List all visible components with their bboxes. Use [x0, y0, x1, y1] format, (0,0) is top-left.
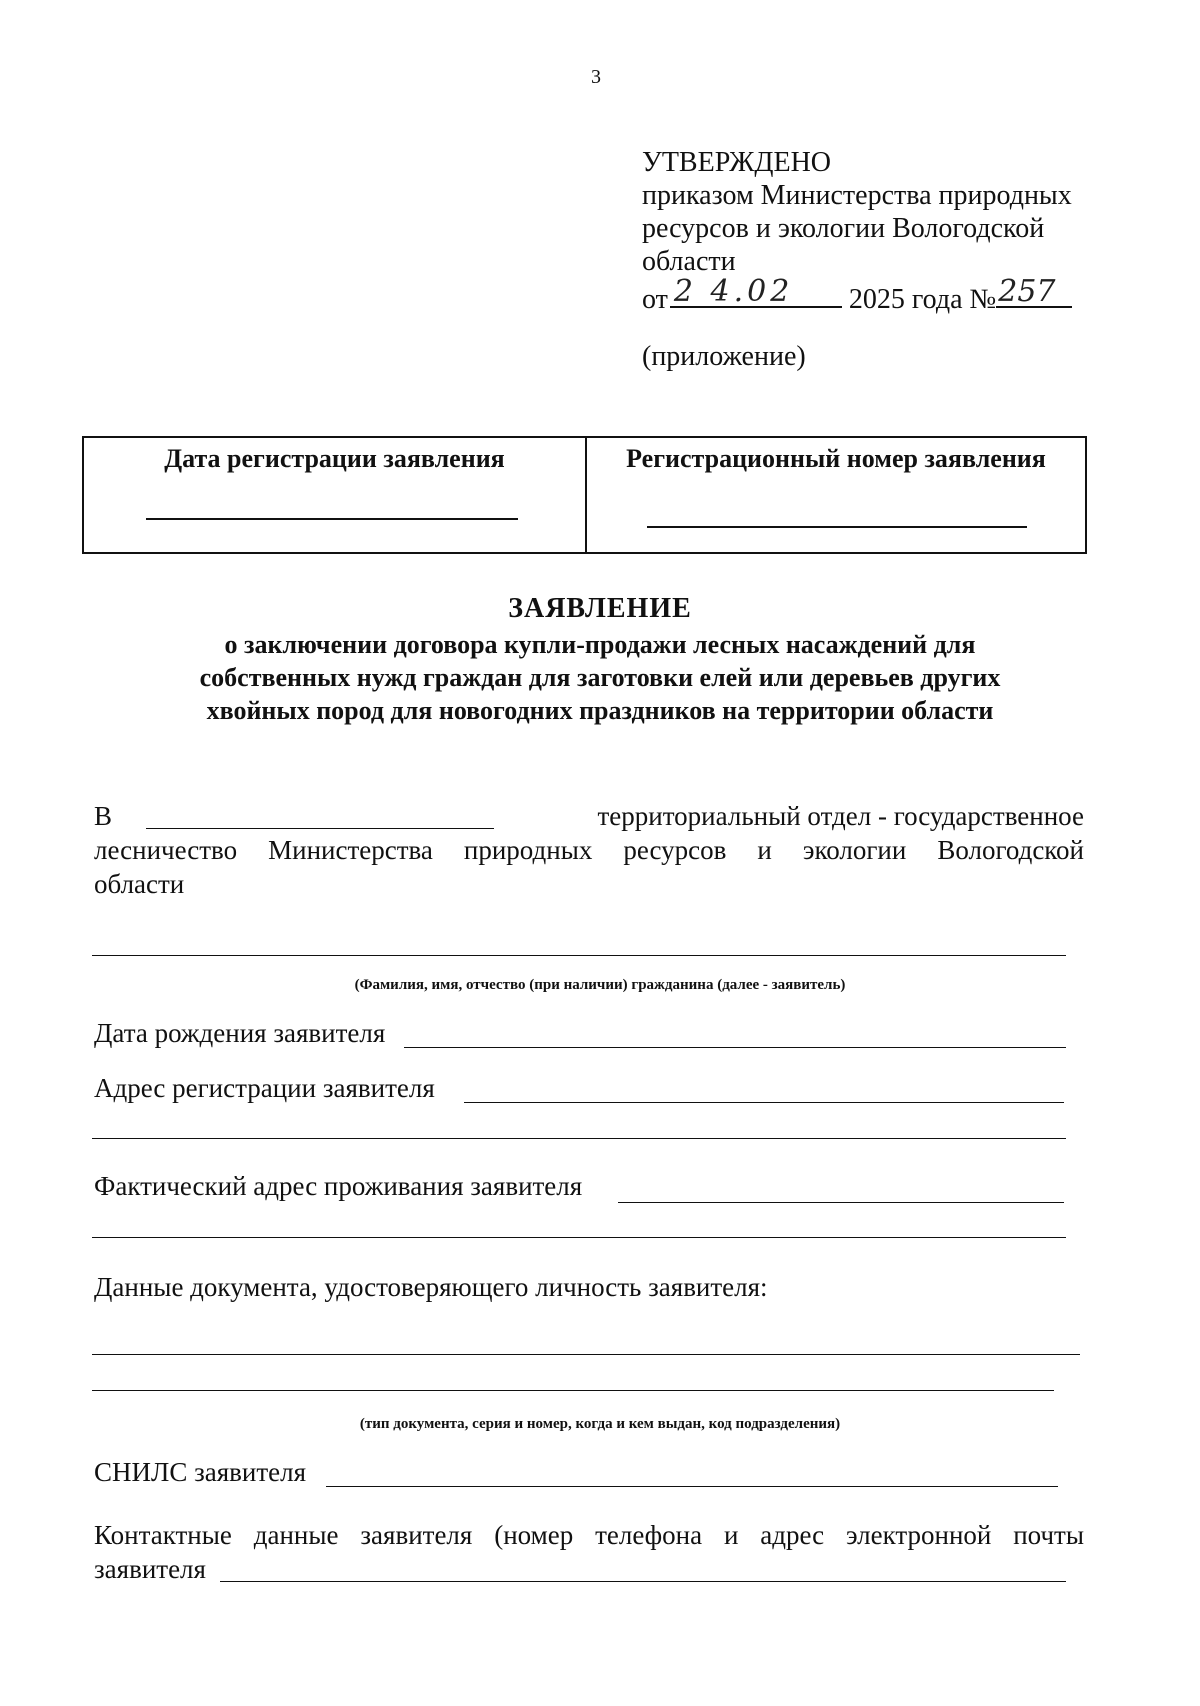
page-number: 3 [591, 66, 601, 88]
appendix-label: (приложение) [642, 341, 806, 372]
birth-date-field[interactable] [404, 1047, 1066, 1048]
addressee-prefix: В [94, 801, 113, 831]
registration-number-cell [587, 438, 1085, 552]
approval-line-3: области [642, 246, 736, 277]
applicant-name-field[interactable] [92, 955, 1066, 956]
contacts-line-2: заявителя [94, 1554, 206, 1584]
subtitle-line-3: хвойных пород для новогодних праздников на территории области [206, 696, 994, 725]
registration-date-field[interactable] [146, 518, 518, 520]
registration-date-header: Дата регистрации заявления [164, 444, 505, 473]
approval-year: 2025 года № [848, 284, 997, 315]
id-document-caption: (тип документа, серия и номер, когда и кем выдан, код подразделения) [359, 1416, 841, 1432]
registration-table [82, 436, 1087, 554]
approval-heading: УТВЕРЖДЕНО [642, 147, 832, 178]
actual-address-field[interactable] [618, 1202, 1064, 1203]
contacts-paragraph [94, 1518, 1084, 1586]
approval-line-1: приказом Министерства природных [642, 180, 1072, 211]
forestry-name-field[interactable] [146, 828, 494, 829]
document-subtitle [0, 628, 1200, 727]
subtitle-line-2: собственных нужд граждан для заготовки елей или деревьев других [199, 663, 1001, 692]
registration-address-field[interactable] [464, 1102, 1064, 1103]
applicant-name-caption: (Фамилия, имя, отчество (при наличии) гражданина (далее - заявитель) [354, 977, 846, 993]
registration-number-header: Регистрационный номер заявления [626, 444, 1046, 473]
addressee-line-2: лесничество Министерства природных ресурсов и экологии Вологодской [94, 835, 1084, 865]
registration-address-label: Адрес регистрации заявителя [94, 1073, 435, 1103]
handwritten-date-field [670, 274, 842, 309]
id-document-field[interactable] [92, 1354, 1080, 1355]
approval-block [642, 146, 1112, 373]
actual-address-label: Фактический адрес проживания заявителя [94, 1171, 583, 1201]
subtitle-line-1: о заключении договора купли-продажи лесных насаждений для [224, 630, 976, 659]
handwritten-number-field [996, 274, 1072, 309]
addressee-line-1 [94, 799, 1084, 833]
document-title: ЗАЯВЛЕНИЕ [508, 593, 692, 624]
contacts-field[interactable] [220, 1581, 1066, 1582]
registration-date-cell [84, 438, 587, 552]
contacts-line-1: Контактные данные заявителя (номер телефона и адрес электронной почты [94, 1520, 1084, 1550]
approval-prefix: от [642, 284, 668, 315]
actual-address-field-2[interactable] [92, 1237, 1066, 1238]
snils-field[interactable] [326, 1486, 1058, 1487]
approval-date-line [642, 274, 1112, 316]
addressee-line-1-text: территориальный отдел - государственное [597, 801, 1084, 831]
snils-label: СНИЛС заявителя [94, 1457, 307, 1487]
handwritten-number: 257 [998, 274, 1056, 309]
registration-address-field-2[interactable] [92, 1138, 1066, 1139]
approval-line-2: ресурсов и экологии Вологодской [642, 213, 1045, 244]
handwritten-date: 2 4.02 [673, 274, 794, 309]
id-document-label: Данные документа, удостоверяющего личность заявителя: [94, 1272, 768, 1302]
addressee-line-3: области [94, 869, 185, 899]
registration-number-field[interactable] [647, 526, 1027, 528]
id-document-field-2[interactable] [92, 1390, 1054, 1391]
addressee-paragraph [94, 799, 1084, 901]
birth-date-label: Дата рождения заявителя [94, 1018, 386, 1048]
